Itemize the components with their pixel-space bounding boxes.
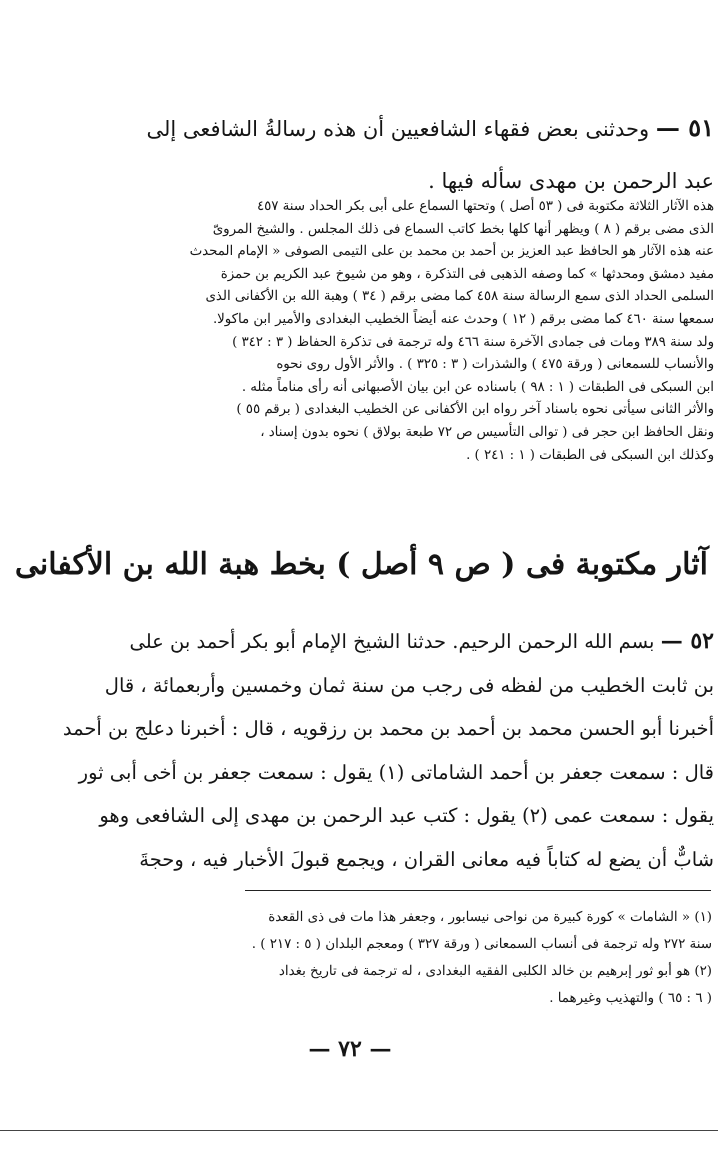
paragraph-line — [62, 620, 714, 664]
note-line: مفيد دمشق ومحدثها » كما وصفه الذهبى فى التذكرة ، وهو من شيوخ عبد الكريم بن حمزة — [220, 266, 714, 282]
note-line: الذى مضى برقم ( ٨ ) ويظهر أنها كلها بخط كاتب السماع فى ذلك المجلس . والشيخ المروىّ — [212, 221, 714, 237]
footnote-line: سنة ٢٧٢ وله ترجمة فى أنساب السمعانى ( ورقة ٣٢٧ ) ومعجم البلدان ( ٥ : ٢١٧ ) . — [251, 937, 712, 952]
note-line: ولد سنة ٣٨٩ ومات فى جمادى الآخرة سنة ٤٦٦ وله ترجمة فى تذكرة الحفاظ ( ٣ : ٣٤٢ ) — [232, 334, 714, 350]
page-number: — ٧٢ — — [308, 1036, 392, 1062]
paragraph-number: ٥٢ — — [660, 628, 714, 654]
editor-note — [64, 196, 714, 467]
note-line: والأنساب للسمعانى ( ورقة ٤٧٥ ) والشذرات ( ٣ : ٣٢٥ ) . والأثر الأول روى نحوه — [276, 357, 714, 373]
note-line: والأثر الثانى سيأتى نحوه باسناد آخر رواه ابن الأكفانى عن الخطيب البغدادى ( برقم ٥٥ ) — [236, 402, 714, 418]
paragraph-line: بن ثابت الخطيب من لفظه فى رجب من سنة ثمان وخمسين وأربعمائة ، قال — [104, 673, 714, 697]
paragraph-line: أخبرنا أبو الحسن محمد بن أحمد بن محمد بن رزقويه ، قال : أخبرنا دعلج بن أحمد — [62, 717, 714, 741]
paragraph-line: شابٌّ أن يضع له كتاباً فيه معانى القران ، ويجمع قبولَ الأخبار فيه ، وحجةَ — [139, 847, 714, 871]
paragraph-number: ٥١ — — [655, 113, 714, 142]
footnote-line: (٢) هو أبو ثور إبرهيم بن خالد الكلبى الفقيه البغدادى ، له ترجمة فى تاريخ بغداد — [278, 964, 712, 979]
footnote-line: (١) « الشامات » كورة كبيرة من نواحى نيسابور ، وجعفر هذا مات فى ذى القعدة — [268, 910, 712, 925]
note-line: سمعها سنة ٤٦٠ كما مضى برقم ( ١٢ ) وحدث عنه أيضاً الخطيب البغدادى والأمير ابن ماكولا. — [212, 311, 714, 327]
note-line: وكذلك ابن السبكى فى الطبقات ( ١ : ٢٤١ ) . — [466, 447, 714, 463]
note-line: عنه هذه الآثار هو الحافظ عبد العزيز بن أحمد بن محمد بن على التيمى الصوفى « الإمام المحدث — [189, 244, 714, 260]
paragraph-line: عبد الرحمن بن مهدى سأله فيها . — [428, 169, 714, 193]
paragraph-51 — [62, 102, 714, 207]
section-heading: آثار مكتوبة فى ( ص ٩ أصل ) بخط هبة الله بن الأكفانى — [14, 547, 708, 582]
paragraph-line — [62, 102, 714, 155]
paragraph-line: يقول : سمعت عمى (٢) يقول : كتب عبد الرحمن بن مهدى إلى الشافعى وهو — [99, 804, 714, 828]
paragraph-text: بسم الله الرحمن الرحيم. حدثنا الشيخ الإمام أبو بكر أحمد بن على — [129, 630, 655, 653]
note-line: السلمى الحداد الذى سمع الرسالة سنة ٤٥٨ كما مضى برقم ( ٣٤ ) وهبة الله بن الأكفانى الذى — [205, 289, 714, 305]
page-bottom-edge — [0, 1130, 718, 1131]
note-line: ابن السبكى فى الطبقات ( ١ : ٩٨ ) باسناده عن ابن بيان الأصبهانى أنه رأى مناماً مثله . — [241, 379, 714, 395]
note-line: هذه الآثار الثلاثة مكتوبة فى ( ٥٣ أصل ) وتحتها السماع على أبى بكر الحداد سنة ٤٥٧ — [256, 199, 714, 214]
note-line: ونقل الحافظ ابن حجر فى ( توالى التأسيس ص ٧٢ طبعة بولاق ) نحوه بدون إسناد ، — [260, 424, 714, 440]
footnotes — [70, 904, 712, 1012]
paragraph-line: قال : سمعت جعفر بن أحمد الشاماتى (١) يقول : سمعت جعفر بن أخى أبى ثور — [78, 760, 714, 784]
paragraph-52 — [62, 620, 714, 882]
footnote-line: ( ٦ : ٦٥ ) والتهذيب وغيرهما . — [549, 991, 712, 1006]
footnote-divider — [245, 890, 711, 891]
paragraph-text: وحدثنى بعض فقهاء الشافعيين أن هذه رسالةُ الشافعى إلى — [146, 117, 650, 141]
